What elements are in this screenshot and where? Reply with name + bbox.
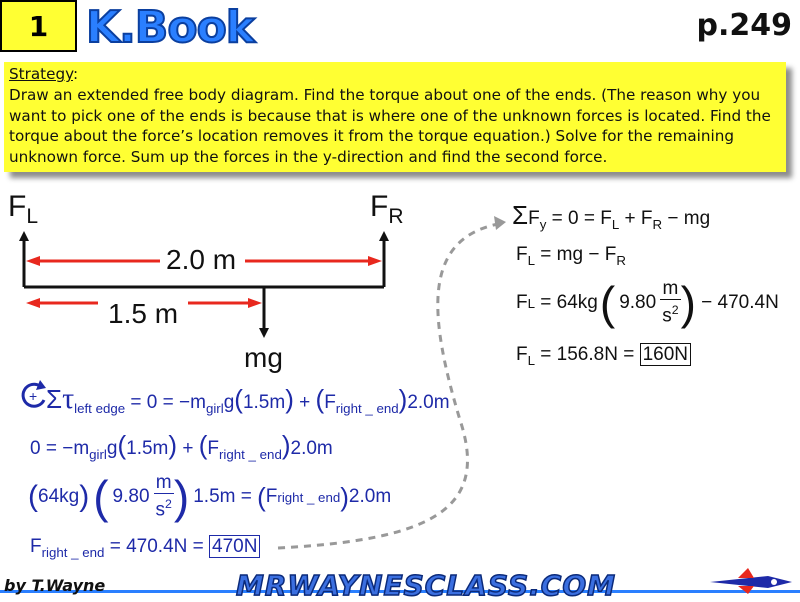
dim-total-arrowhead-left	[26, 256, 40, 266]
force-left-substitution: F L = 64kg ( 9.80 m $s^2$ ) − 470.4N	[516, 277, 779, 329]
dashed-connector	[270, 210, 520, 560]
torque-equation-2: $0 = -m_{girl}g(1.5m) + (F_{right \_ end})2.0m$	[30, 430, 333, 462]
torque-equation-4: $F_{right \_ end} = 470.4N = 470N$	[30, 536, 260, 560]
label-weight: mg	[244, 342, 283, 373]
label-force-right: $F_R$	[370, 190, 404, 228]
jet-logo-icon	[708, 566, 794, 596]
chapter-number-box: 1	[0, 0, 77, 52]
strategy-box: Strategy: Draw an extended free body diagram. Find the torque about one of the ends. (The reason why you want to pick one of the ends is because that is where one of the unknown forces is located. Find the torque about the force’s location removes it from the torque equation.) Solve for the remaining unknown force. Sum up the forces in the y-direction and find the second force.	[4, 62, 786, 172]
kbook-logo: K.Book	[86, 2, 255, 53]
author-credit: by T.Wayne	[4, 576, 106, 595]
torque-equation-3: ( 64kg ) ( 9.80 m $s^2$ ) 1.5m = ( F right _ end ) 2.0m	[28, 471, 392, 523]
dim-partial-arrowhead-right	[248, 298, 262, 308]
force-left-result: $F_L = 156.8N = 160N$	[516, 344, 691, 368]
page-number: p.249	[696, 8, 792, 43]
force-left-equation: $F_L$ = mg − $F_R$	[516, 244, 626, 268]
site-logo: MRWAYNESCLASS.COM	[236, 569, 617, 602]
strategy-text: Draw an extended free body diagram. Find the torque about one of the ends. (The reason why you want to pick one of the ends is because that is where one of the unknown forces is located. Find the torque about the force’s location removes it from the torque equation.) Solve for the remaining unknown force. Sum up the forces in the y-direction and find the second force.	[9, 85, 771, 167]
label-total-length: 2.0 m	[166, 244, 237, 275]
label-partial-length: 1.5 m	[108, 298, 179, 329]
answer-right-force: 470N	[209, 535, 260, 558]
strategy-heading: Strategy	[9, 65, 73, 83]
force-sum-equation: $\Sigma F_y = 0 = F_L + F_R$ − mg	[512, 200, 711, 232]
label-force-left: $F_L$	[8, 190, 39, 228]
answer-left-force: 160N	[640, 343, 691, 366]
dim-partial-arrowhead-left	[26, 298, 40, 308]
svg-text:+: +	[29, 388, 38, 404]
torque-equation-1: $\Sigma\tau_{left edge} = 0 = -m_{girl}g(1.5m) + (F_{right \_ end})2.0m$	[46, 382, 450, 416]
